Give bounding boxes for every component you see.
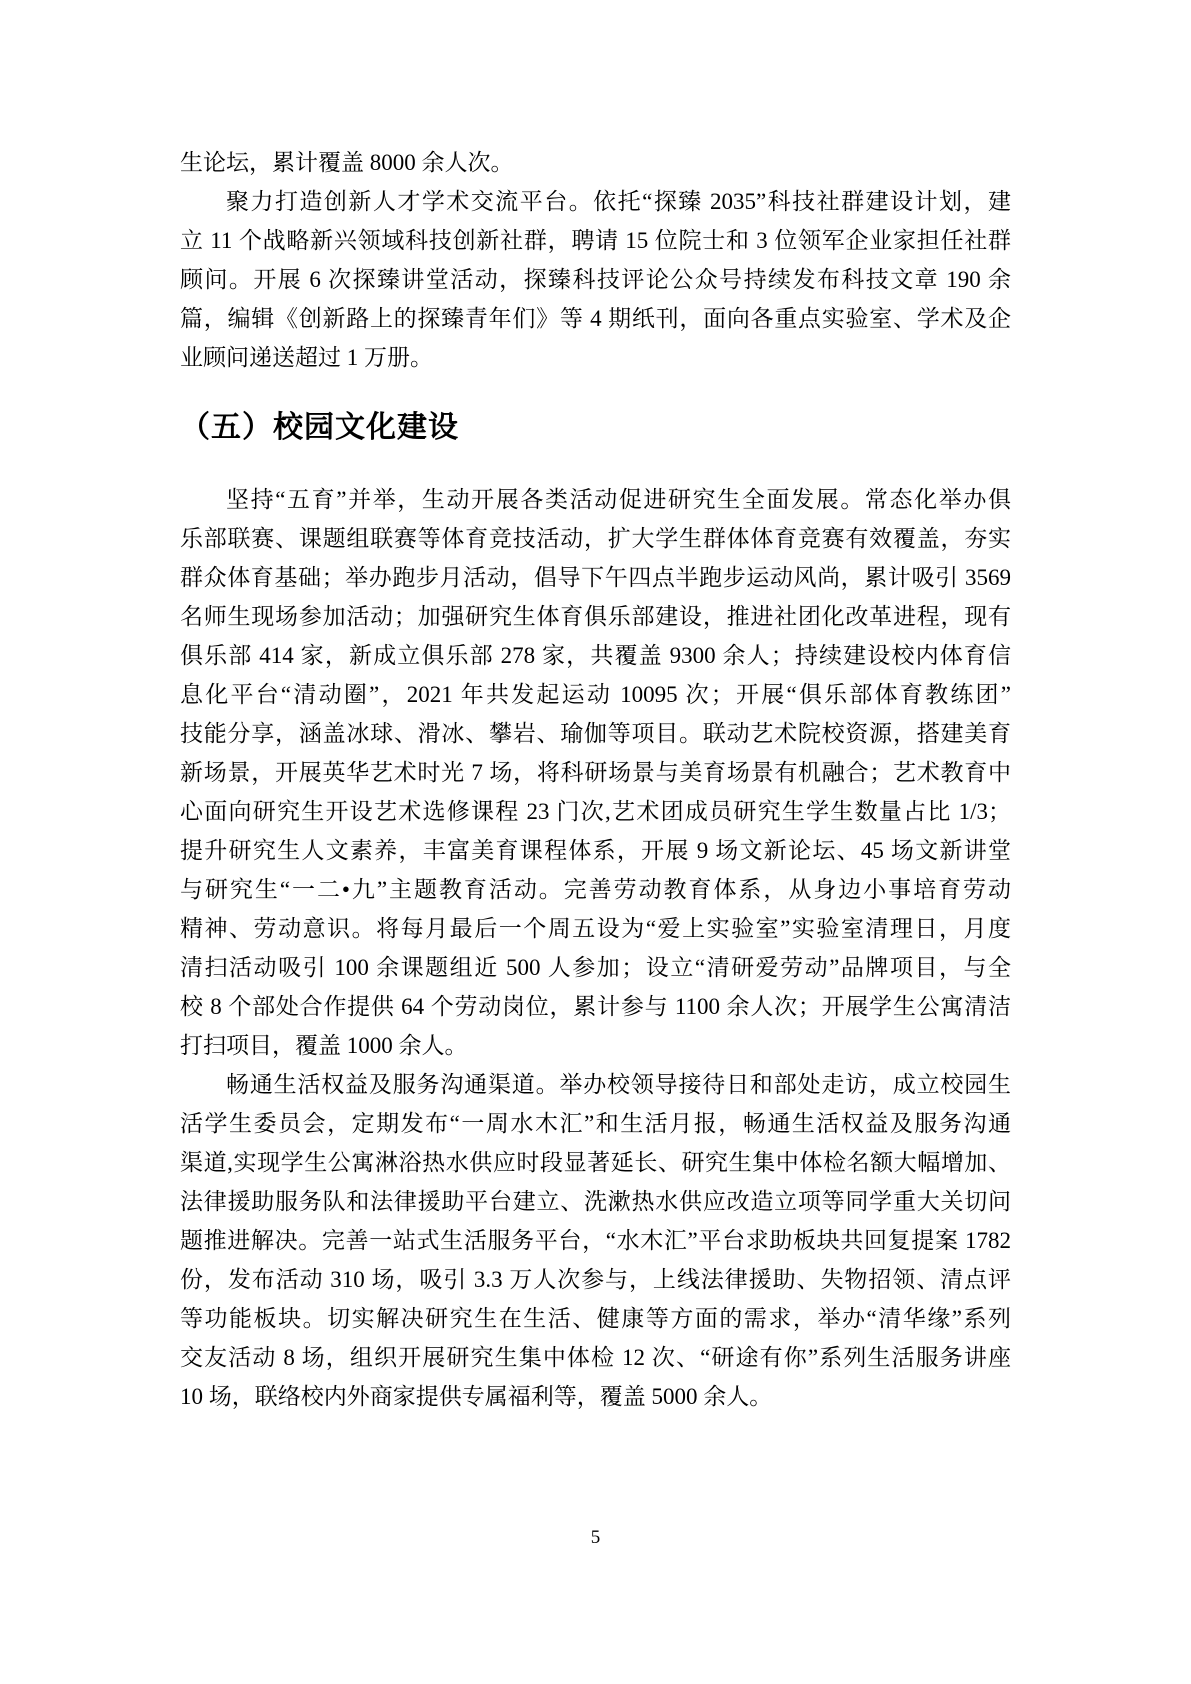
text-line: 心面向研究生开设艺术选修课程 23 门次,艺术团成员研究生学生数量占比 1/3； [180, 799, 1011, 824]
text-line: 交友活动 8 场，组织开展研究生集中体检 12 次、“研途有你”系列生活服务讲座 [180, 1345, 1011, 1370]
text-line: 聚力打造创新人才学术交流平台。依托“探臻 2035”科技社群建设计划，建 [226, 189, 1011, 214]
text-line: 篇，编辑《创新路上的探臻青年们》等 4 期纸刊，面向各重点实验室、学术及企 [180, 306, 1011, 331]
page-number: 5 [590, 1527, 601, 1548]
page-footer [0, 1526, 1191, 1550]
text-line: 息化平台“清动圈”，2021 年共发起运动 10095 次；开展“俱乐部体育教练团” [180, 682, 1011, 707]
text-line: 业顾问递送超过 1 万册。 [180, 345, 433, 370]
text-line: 生论坛，累计覆盖 8000 余人次。 [180, 150, 514, 175]
text-line: 等功能板块。切实解决研究生在生活、健康等方面的需求，举办“清华缘”系列 [180, 1306, 1011, 1331]
text-line: 提升研究生人文素养，丰富美育课程体系，开展 9 场文新论坛、45 场文新讲堂 [180, 838, 1011, 863]
text-line: 俱乐部 414 家，新成立俱乐部 278 家，共覆盖 9300 余人；持续建设校内体育信 [180, 643, 1011, 668]
text-line: 清扫活动吸引 100 余课题组近 500 人参加；设立“清研爱劳动”品牌项目，与全 [180, 955, 1011, 980]
text-line: 法律援助服务队和法律援助平台建立、洗漱热水供应改造立项等同学重大关切问 [180, 1189, 1011, 1214]
text-line: 打扫项目，覆盖 1000 余人。 [180, 1033, 468, 1058]
text-line: 名师生现场参加活动；加强研究生体育俱乐部建设，推进社团化改革进程，现有 [180, 604, 1011, 629]
text-line: 立 11 个战略新兴领域科技创新社群，聘请 15 位院士和 3 位领军企业家担任社群 [180, 228, 1011, 253]
paragraph [180, 1065, 1011, 1416]
text-line: 活学生委员会，定期发布“一周水木汇”和生活月报，畅通生活权益及服务沟通 [180, 1111, 1011, 1136]
text-line: 顾问。开展 6 次探臻讲堂活动，探臻科技评论公众号持续发布科技文章 190 余 [180, 267, 1011, 292]
paragraph [180, 480, 1011, 1065]
text-line: 份，发布活动 310 场，吸引 3.3 万人次参与，上线法律援助、失物招领、清点评 [180, 1267, 1011, 1292]
text-line: 技能分享，涵盖冰球、滑冰、攀岩、瑜伽等项目。联动艺术院校资源，搭建美育 [180, 721, 1011, 746]
text-line: 题推进解决。完善一站式生活服务平台，“水木汇”平台求助板块共回复提案 1782 [180, 1228, 1011, 1253]
text-line: 与研究生“一二•九”主题教育活动。完善劳动教育体系，从身边小事培育劳动 [180, 877, 1011, 902]
text-line: 精神、劳动意识。将每月最后一个周五设为“爱上实验室”实验室清理日，月度 [180, 916, 1011, 941]
text-line: 畅通生活权益及服务沟通渠道。举办校领导接待日和部处走访，成立校园生 [226, 1072, 1011, 1097]
text-line: 校 8 个部处合作提供 64 个劳动岗位，累计参与 1100 余人次；开展学生公寓清洁 [180, 994, 1011, 1019]
text-line: 乐部联赛、课题组联赛等体育竞技活动，扩大学生群体体育竞赛有效覆盖，夯实 [180, 526, 1011, 551]
text-line: 10 场，联络校内外商家提供专属福利等，覆盖 5000 余人。 [180, 1384, 773, 1409]
text-line: 新场景，开展英华艺术时光 7 场，将科研场景与美育场景有机融合；艺术教育中 [180, 760, 1011, 785]
paragraph [180, 182, 1011, 377]
text-line: 渠道,实现学生公寓淋浴热水供应时段显著延长、研究生集中体检名额大幅增加、 [180, 1150, 1011, 1175]
text-line: 群众体育基础；举办跑步月活动，倡导下午四点半跑步运动风尚，累计吸引 3569 [180, 565, 1011, 590]
section-heading: （五）校园文化建设 [180, 411, 459, 444]
paragraph-continuation [180, 143, 1011, 182]
text-line: 坚持“五育”并举，生动开展各类活动促进研究生全面发展。常态化举办俱 [226, 487, 1011, 512]
document-content [180, 143, 1011, 1416]
